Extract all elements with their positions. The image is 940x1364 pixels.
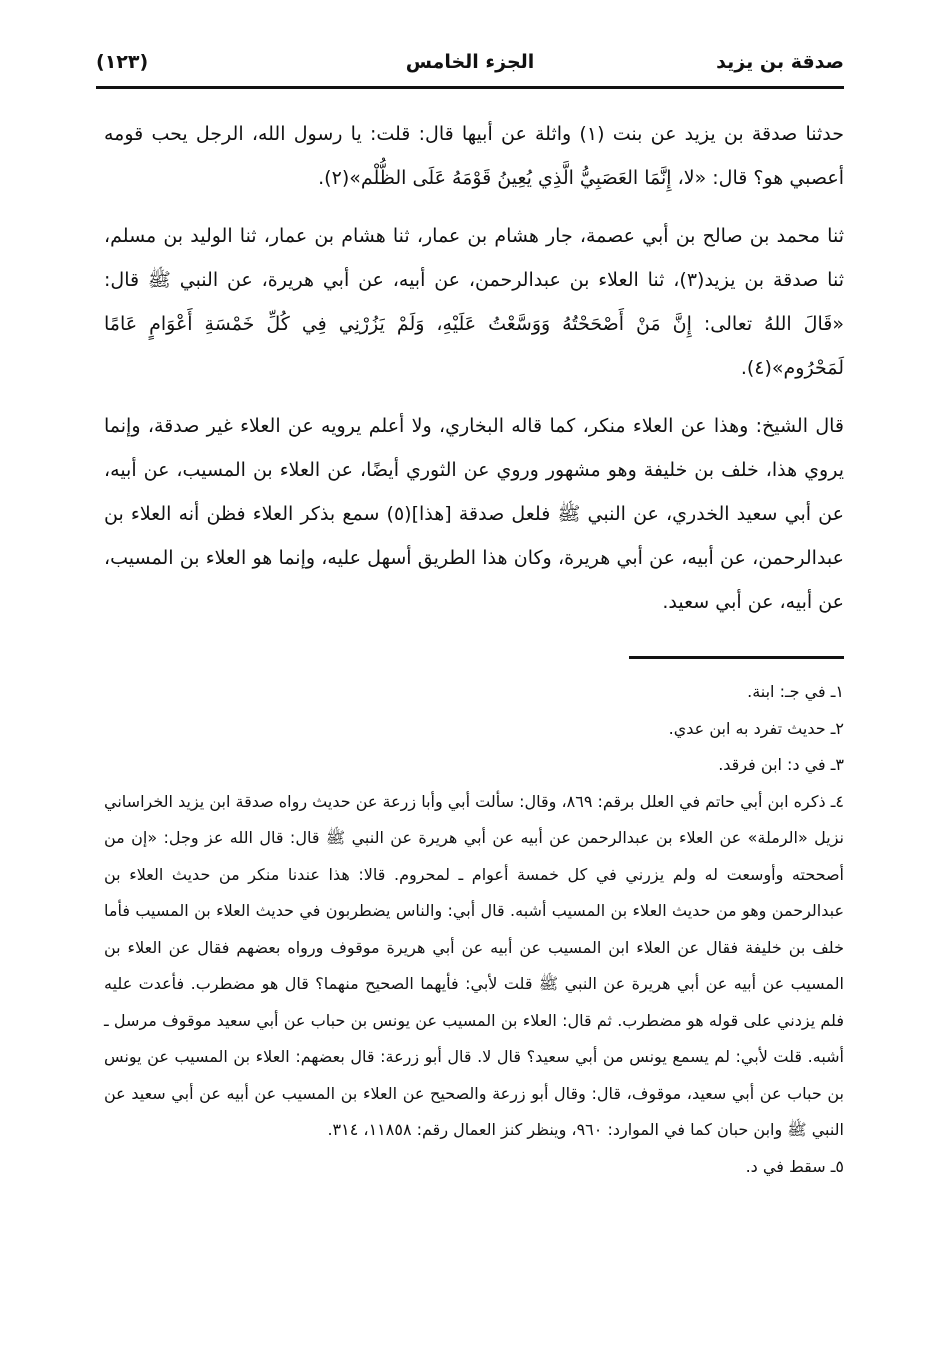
footnotes	[104, 674, 844, 1185]
footnote-3: ٣ـ في د: ابن فرقد.	[718, 755, 844, 774]
volume-title: الجزء الخامس	[405, 51, 535, 73]
footnote-2: ٢ـ حديث تفرد به ابن عدي.	[668, 718, 844, 738]
footnote-divider	[629, 656, 844, 659]
footnote-1: ١ـ في جـ: ابنة.	[747, 682, 844, 701]
header-divider	[96, 86, 844, 89]
chapter-title: صدقة بن يزيد	[716, 51, 844, 73]
hadith-paragraph-2: ثنا محمد بن صالح بن أبي عصمة، جار هشام بن عمار، ثنا هشام بن عمار، ثنا الوليد بن مسلم، ثنا صدقة بن يزيد(٣)، ثنا العلاء بن عبدالرحمن، عن أبيه، عن أبي هريرة، عن النبي ﷺ قال: «قَالَ اللهُ تعالى: إِنَّ مَنْ أَصْحَحْتُهُ وَوَسَّعْتُ عَلَيْهِ، وَلَمْ يَزُرْنِي فِي كُلِّ خَمْسَةِ أَعْوَامٍ عَامًا لَمَحْرُوم»(٤).	[104, 225, 844, 379]
running-header	[96, 42, 844, 82]
footnote-5: ٥ـ سقط في د.	[745, 1156, 844, 1176]
page-number: (١٢٣)	[96, 51, 149, 73]
main-text	[104, 112, 844, 638]
hadith-paragraph-1: حدثنا صدقة بن يزيد عن بنت (١) واثلة عن أبيها قال: قلت: يا رسول الله، الرجل يحب قومه أعصبي هو؟ قال: «لا، إِنَّمَا العَصَبِيُّ الَّذِي يُعِينُ قَوْمَهُ عَلَى الظُّلْم»(٢).	[104, 123, 844, 189]
commentary-paragraph: قال الشيخ: وهذا عن العلاء منكر، كما قاله البخاري، ولا أعلم يرويه عن العلاء غير صدقة، وإنما يروي هذا، خلف بن خليفة وهو مشهور وروي عن الثوري أيضًا، عن العلاء بن المسيب، عن أبيه، عن أبي سعيد الخدري، عن النبي ﷺ فلعل صدقة [هذا](٥) سمع بذكر العلاء فظن أنه العلاء بن عبدالرحمن، عن أبيه، عن أبي هريرة، وكان هذا الطريق أسهل عليه، وإنما هو العلاء بن المسيب، عن أبيه، عن أبي سعيد.	[104, 415, 844, 613]
footnote-4: ٤ـ ذكره ابن أبي حاتم في العلل برقم: ٨٦٩، وقال: سألت أبي وأبا زرعة عن حديث رواه صدقة ابن يزيد الخراساني نزيل «الرملة» عن العلاء بن عبدالرحمن عن أبيه عن أبي هريرة عن النبي ﷺ قال: قال الله عز وجل: «إن من أصححته وأوسعت له ولم يزرني في كل خمسة أعوام ـ لمحروم. قالا: هذا عندنا منكر من حديث العلاء بن عبدالرحمن وهو من حديث العلاء بن المسيب أشبه. قال أبي: والناس يضطربون في حديث العلاء بن المسيب فأما خلف بن خليفة فقال عن العلاء ابن المسيب عن أبيه عن أبي هريرة موقوف ورواه بعضهم فقال عن العلاء بن المسيب عن أبيه عن أبي هريرة عن النبي ﷺ قلت لأبي: فأيهما الصحيح منهما؟ قال هو مضطرب. فأعدت عليه فلم يزدني على قوله هو مضطرب. ثم قال: العلاء بن المسيب عن يونس بن حباب عن أبي سعيد موقوف مرسل ـ أشبه. قلت لأبي: لم يسمع يونس من أبي سعيد؟ قال لا. قال أبو زرعة: قال بعضهم: العلاء بن المسيب عن يونس بن حباب عن أبي سعيد، موقوف، قال: وقال أبو زرعة والصحيح عن العلاء بن المسيب عن أبيه عن أبي سعيد عن النبي ﷺ وابن حبان كما في الموارد: ٩٦٠، وينظر كنز العمال رقم: ١١٨٥٨، ٣١٤.	[104, 791, 845, 1139]
